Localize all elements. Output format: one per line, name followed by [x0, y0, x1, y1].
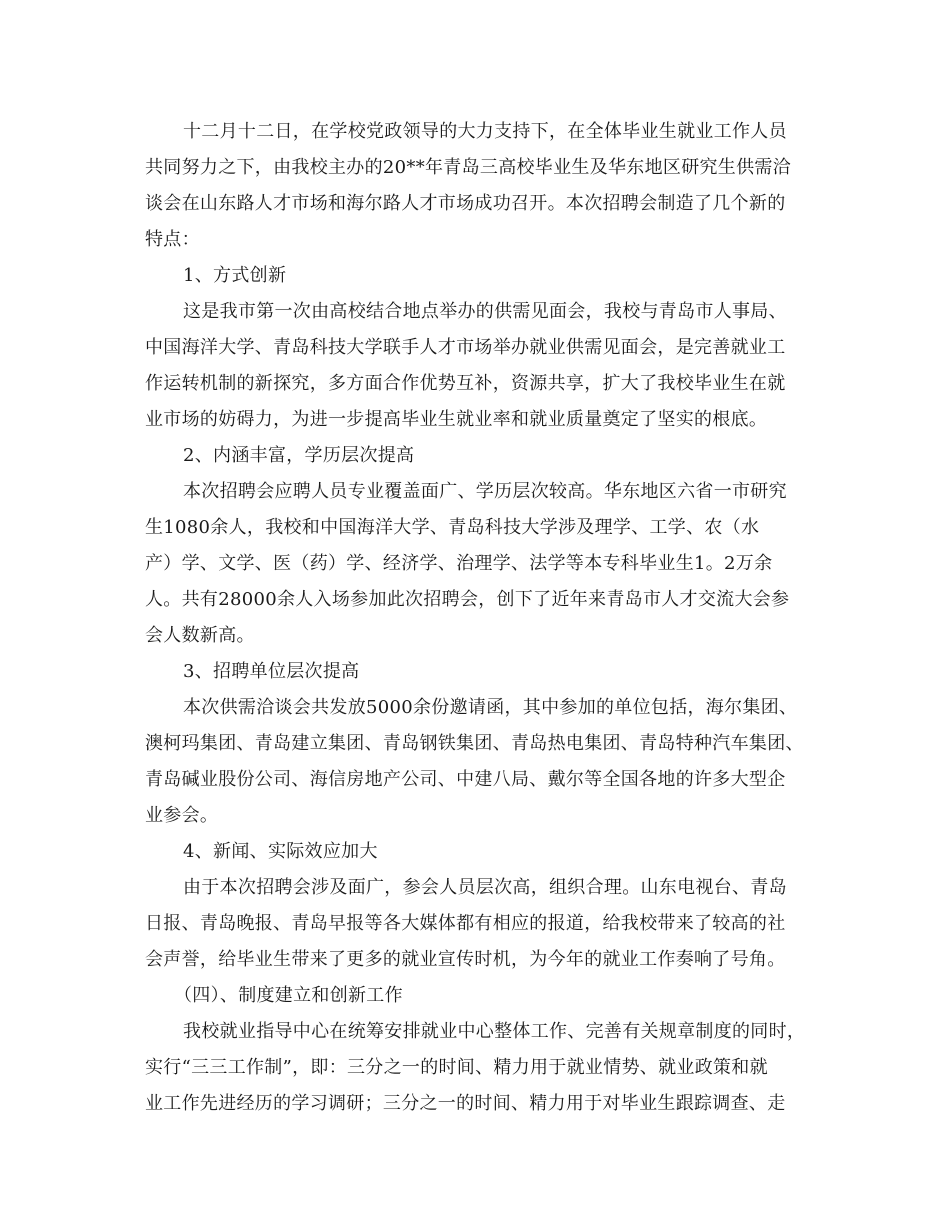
text-line: 由于本次招聘会涉及面广，参会人员层次高，组织合理。山东电视台、青岛	[183, 877, 787, 898]
section-heading: 1、方式创新	[183, 265, 287, 286]
text-line: 共同努力之下，由我校主办的20**年青岛三高校毕业生及华东地区研究生供需洽	[145, 157, 792, 178]
text-line: 业工作先进经历的学习调研；三分之一的时间、精力用于对毕业生跟踪调查、走	[145, 1093, 786, 1114]
text-line: 这是我市第一次由高校结合地点举办的供需见面会，我校与青岛市人事局、	[183, 301, 787, 322]
text-line: 业参会。	[145, 805, 219, 826]
section-heading: 2、内涵丰富，学历层次提高	[183, 445, 415, 466]
text-line: 特点：	[145, 229, 200, 250]
text-line: 十二月十二日，在学校党政领导的大力支持下，在全体毕业生就业工作人员	[183, 121, 787, 142]
text-line: 业市场的妨碍力，为进一步提高毕业生就业率和就业质量奠定了坚实的根底。	[145, 409, 768, 430]
text-line: 本次供需洽谈会共发放5000余份邀请函，其中参加的单位包括，海尔集团、	[183, 697, 798, 718]
section-heading: （四）、制度建立和创新工作	[174, 985, 403, 1006]
section-heading: 4、新闻、实际效应加大	[183, 841, 378, 862]
text-line: 青岛碱业股份公司、海信房地产公司、中建八局、戴尔等全国各地的许多大型企	[145, 769, 786, 790]
text-line: 人。共有28000余人入场参加此次招聘会，创下了近年来青岛市人才交流大会参	[145, 589, 790, 610]
text-line: 会人数新高。	[145, 625, 255, 646]
text-line: 作运转机制的新探究，多方面合作优势互补，资源共享，扩大了我校毕业生在就	[145, 373, 786, 394]
text-line: 实行“三三工作制”，即：三分之一的时间、精力用于就业情势、就业政策和就	[145, 1057, 768, 1078]
text-line: 生1080余人，我校和中国海洋大学、青岛科技大学涉及理学、工学、农（水	[145, 517, 760, 538]
text-line: 本次招聘会应聘人员专业覆盖面广、学历层次较高。华东地区六省一市研究	[183, 481, 787, 502]
section-heading: 3、招聘单位层次提高	[183, 661, 360, 682]
text-line: 澳柯玛集团、青岛建立集团、青岛钢铁集团、青岛热电集团、青岛特种汽车集团、	[145, 733, 804, 754]
text-line: 我校就业指导中心在统筹安排就业中心整体工作、完善有关规章制度的同时，	[183, 1021, 806, 1042]
text-line: 谈会在山东路人才市场和海尔路人才市场成功召开。本次招聘会制造了几个新的	[145, 193, 786, 214]
text-line: 产）学、文学、医（药）学、经济学、治理学、法学等本专科毕业生1。2万余	[145, 553, 773, 574]
text-line: 会声誉，给毕业生带来了更多的就业宣传时机，为今年的就业工作奏响了号角。	[145, 949, 786, 970]
text-line: 中国海洋大学、青岛科技大学联手人才市场举办就业供需见面会，是完善就业工	[145, 337, 786, 358]
text-line: 日报、青岛晚报、青岛早报等各大媒体都有相应的报道，给我校带来了较高的社	[145, 913, 786, 934]
